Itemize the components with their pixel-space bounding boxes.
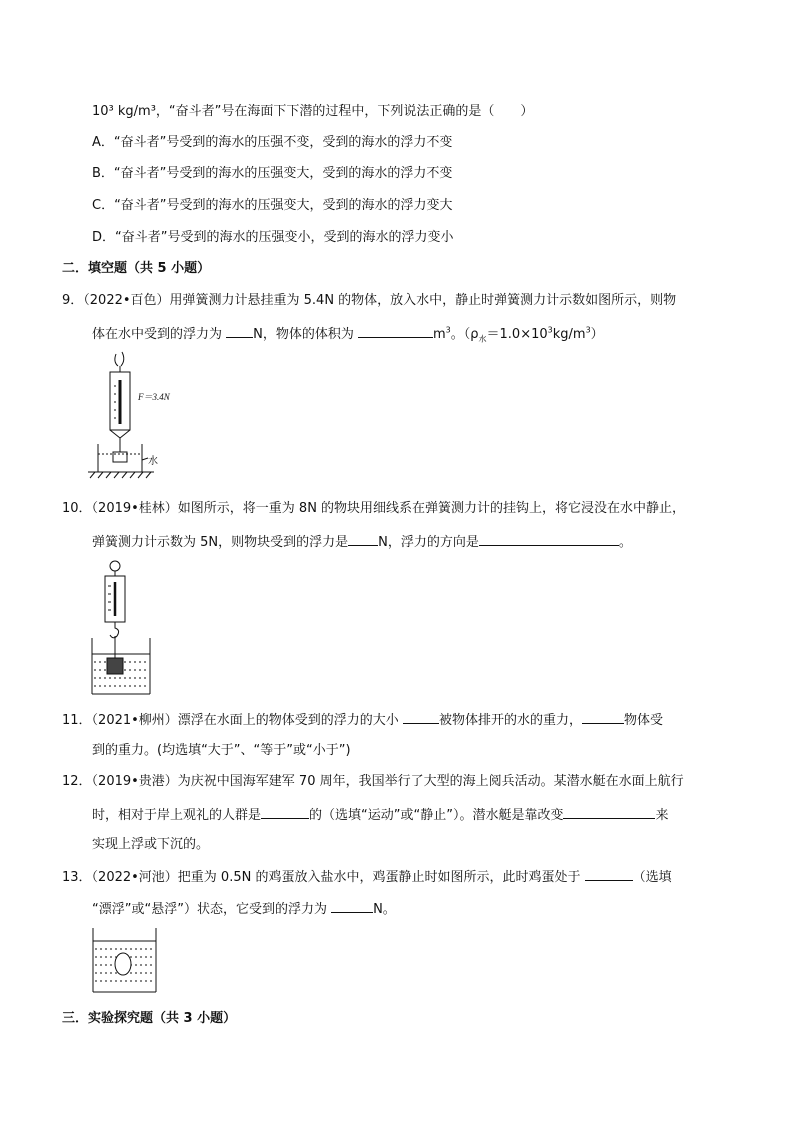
q13-text-d: N。 — [373, 902, 396, 917]
egg-in-saltwater-diagram — [90, 925, 160, 995]
q9-unit-exp: 3 — [445, 325, 451, 335]
q11-text-a: 11．（2021•柳州）漂浮在水面上的物体受到的浮力的大小 — [62, 713, 403, 728]
q10-text-b: N，浮力的方向是 — [378, 535, 479, 550]
q10-blank-direction[interactable] — [479, 532, 619, 546]
q9-density-exp: 3 — [547, 325, 553, 335]
q10-text-c: 。 — [618, 535, 632, 550]
q13-blank-buoyancy[interactable] — [331, 899, 373, 913]
q9-density-unit: kg/m — [552, 327, 586, 342]
q8-option-d: D．“奋斗者”号受到的海水的压强变小，受到的海水的浮力变小 — [92, 230, 454, 245]
spring-scale-block-diagram — [88, 558, 158, 698]
q10-text-a: 弹簧测力计示数为 5N，则物块受到的浮力是 — [92, 535, 349, 550]
q8-option-a: A．“奋斗者”号受到的海水的压强不变，受到的海水的浮力不变 — [92, 135, 453, 150]
q13-line2 — [92, 899, 396, 919]
q11-line2: 到的重力。(均选填“大于”、“等于”或“小于”) — [92, 743, 351, 758]
q12-line2 — [92, 805, 668, 825]
q9-density-value: ＝1.0×10 — [486, 327, 548, 342]
q9-blank-volume[interactable] — [358, 324, 433, 338]
q8-stem: 10³ kg/m³，“奋斗者”号在海面下下潜的过程中，下列说法正确的是（ ） — [92, 104, 534, 119]
q10-line1: 10．（2019•桂林）如图所示，将一重为 8N 的物块用细线系在弹簧测力计的挂钩上，将它浸没在水中静止， — [62, 501, 686, 516]
q13-text-c: “漂浮”或“悬浮”）状态，它受到的浮力为 — [92, 902, 332, 917]
q9-close: ） — [590, 327, 604, 342]
q13-figure — [90, 925, 160, 995]
q9-line1: 9．（2022•百色）用弹簧测力计悬挂重为 5.4N 的物体，放入水中，静止时弹簧测力计示数如图所示，则物 — [62, 293, 677, 308]
q13-line1 — [62, 867, 672, 887]
q10-blank-buoyancy[interactable] — [348, 532, 378, 546]
q9-rho: 。（ρ — [450, 327, 479, 342]
q12-blank-change[interactable] — [563, 805, 655, 819]
q9-figure-water-label: 水 — [148, 456, 158, 467]
q9-text-a: 体在水中受到的浮力为 — [92, 327, 227, 342]
q12-line3: 实现上浮或下沉的。 — [92, 837, 210, 852]
q13-text-a: 13．（2022•河池）把重为 0.5N 的鸡蛋放入盐水中，鸡蛋静止时如图所示，此时鸡蛋处于 — [62, 870, 585, 885]
q12-blank-motion[interactable] — [261, 805, 309, 819]
q9-line2 — [92, 324, 604, 344]
q11-text-b: 被物体排开的水的重力， — [438, 713, 582, 728]
q12-text-a: 时，相对于岸上观礼的人群是 — [92, 808, 262, 823]
section-2-title: 二．填空题（共 5 小题） — [62, 261, 211, 276]
q9-text-b: N，物体的体积为 — [253, 327, 358, 342]
q13-blank-state[interactable] — [585, 867, 633, 881]
q9-blank-buoyancy[interactable] — [226, 324, 253, 338]
q9-figure — [86, 350, 196, 485]
q10-line2 — [92, 532, 632, 552]
q13-text-b: （选填 — [632, 870, 672, 885]
q11-line1 — [62, 710, 663, 730]
spring-scale-in-water-diagram — [86, 350, 196, 485]
q8-option-b: B．“奋斗者”号受到的海水的压强变大，受到的海水的浮力不变 — [92, 166, 453, 181]
q11-text-c: 物体受 — [623, 713, 663, 728]
q9-density-unit-exp: 3 — [585, 325, 591, 335]
q12-text-b: 的（选填“运动”或“静止”）。潜水艇是靠改变 — [309, 808, 564, 823]
q9-figure-force-label: F＝3.4N — [138, 392, 170, 402]
q12-text-c: 来 — [655, 808, 669, 823]
q9-unit: m — [433, 327, 446, 342]
q12-line1: 12．（2019•贵港）为庆祝中国海军建军 70 周年，我国举行了大型的海上阅兵活动。某潜水艇在水面上航行 — [62, 774, 684, 789]
q11-blank-1[interactable] — [403, 710, 439, 724]
q8-option-c: C．“奋斗者”号受到的海水的压强变大，受到的海水的浮力变大 — [92, 198, 453, 213]
q10-figure — [88, 558, 158, 698]
q11-blank-2[interactable] — [582, 710, 624, 724]
section-3-title: 三．实验探究题（共 3 小题） — [62, 1011, 237, 1026]
q9-rho-sub: 水 — [478, 334, 487, 344]
